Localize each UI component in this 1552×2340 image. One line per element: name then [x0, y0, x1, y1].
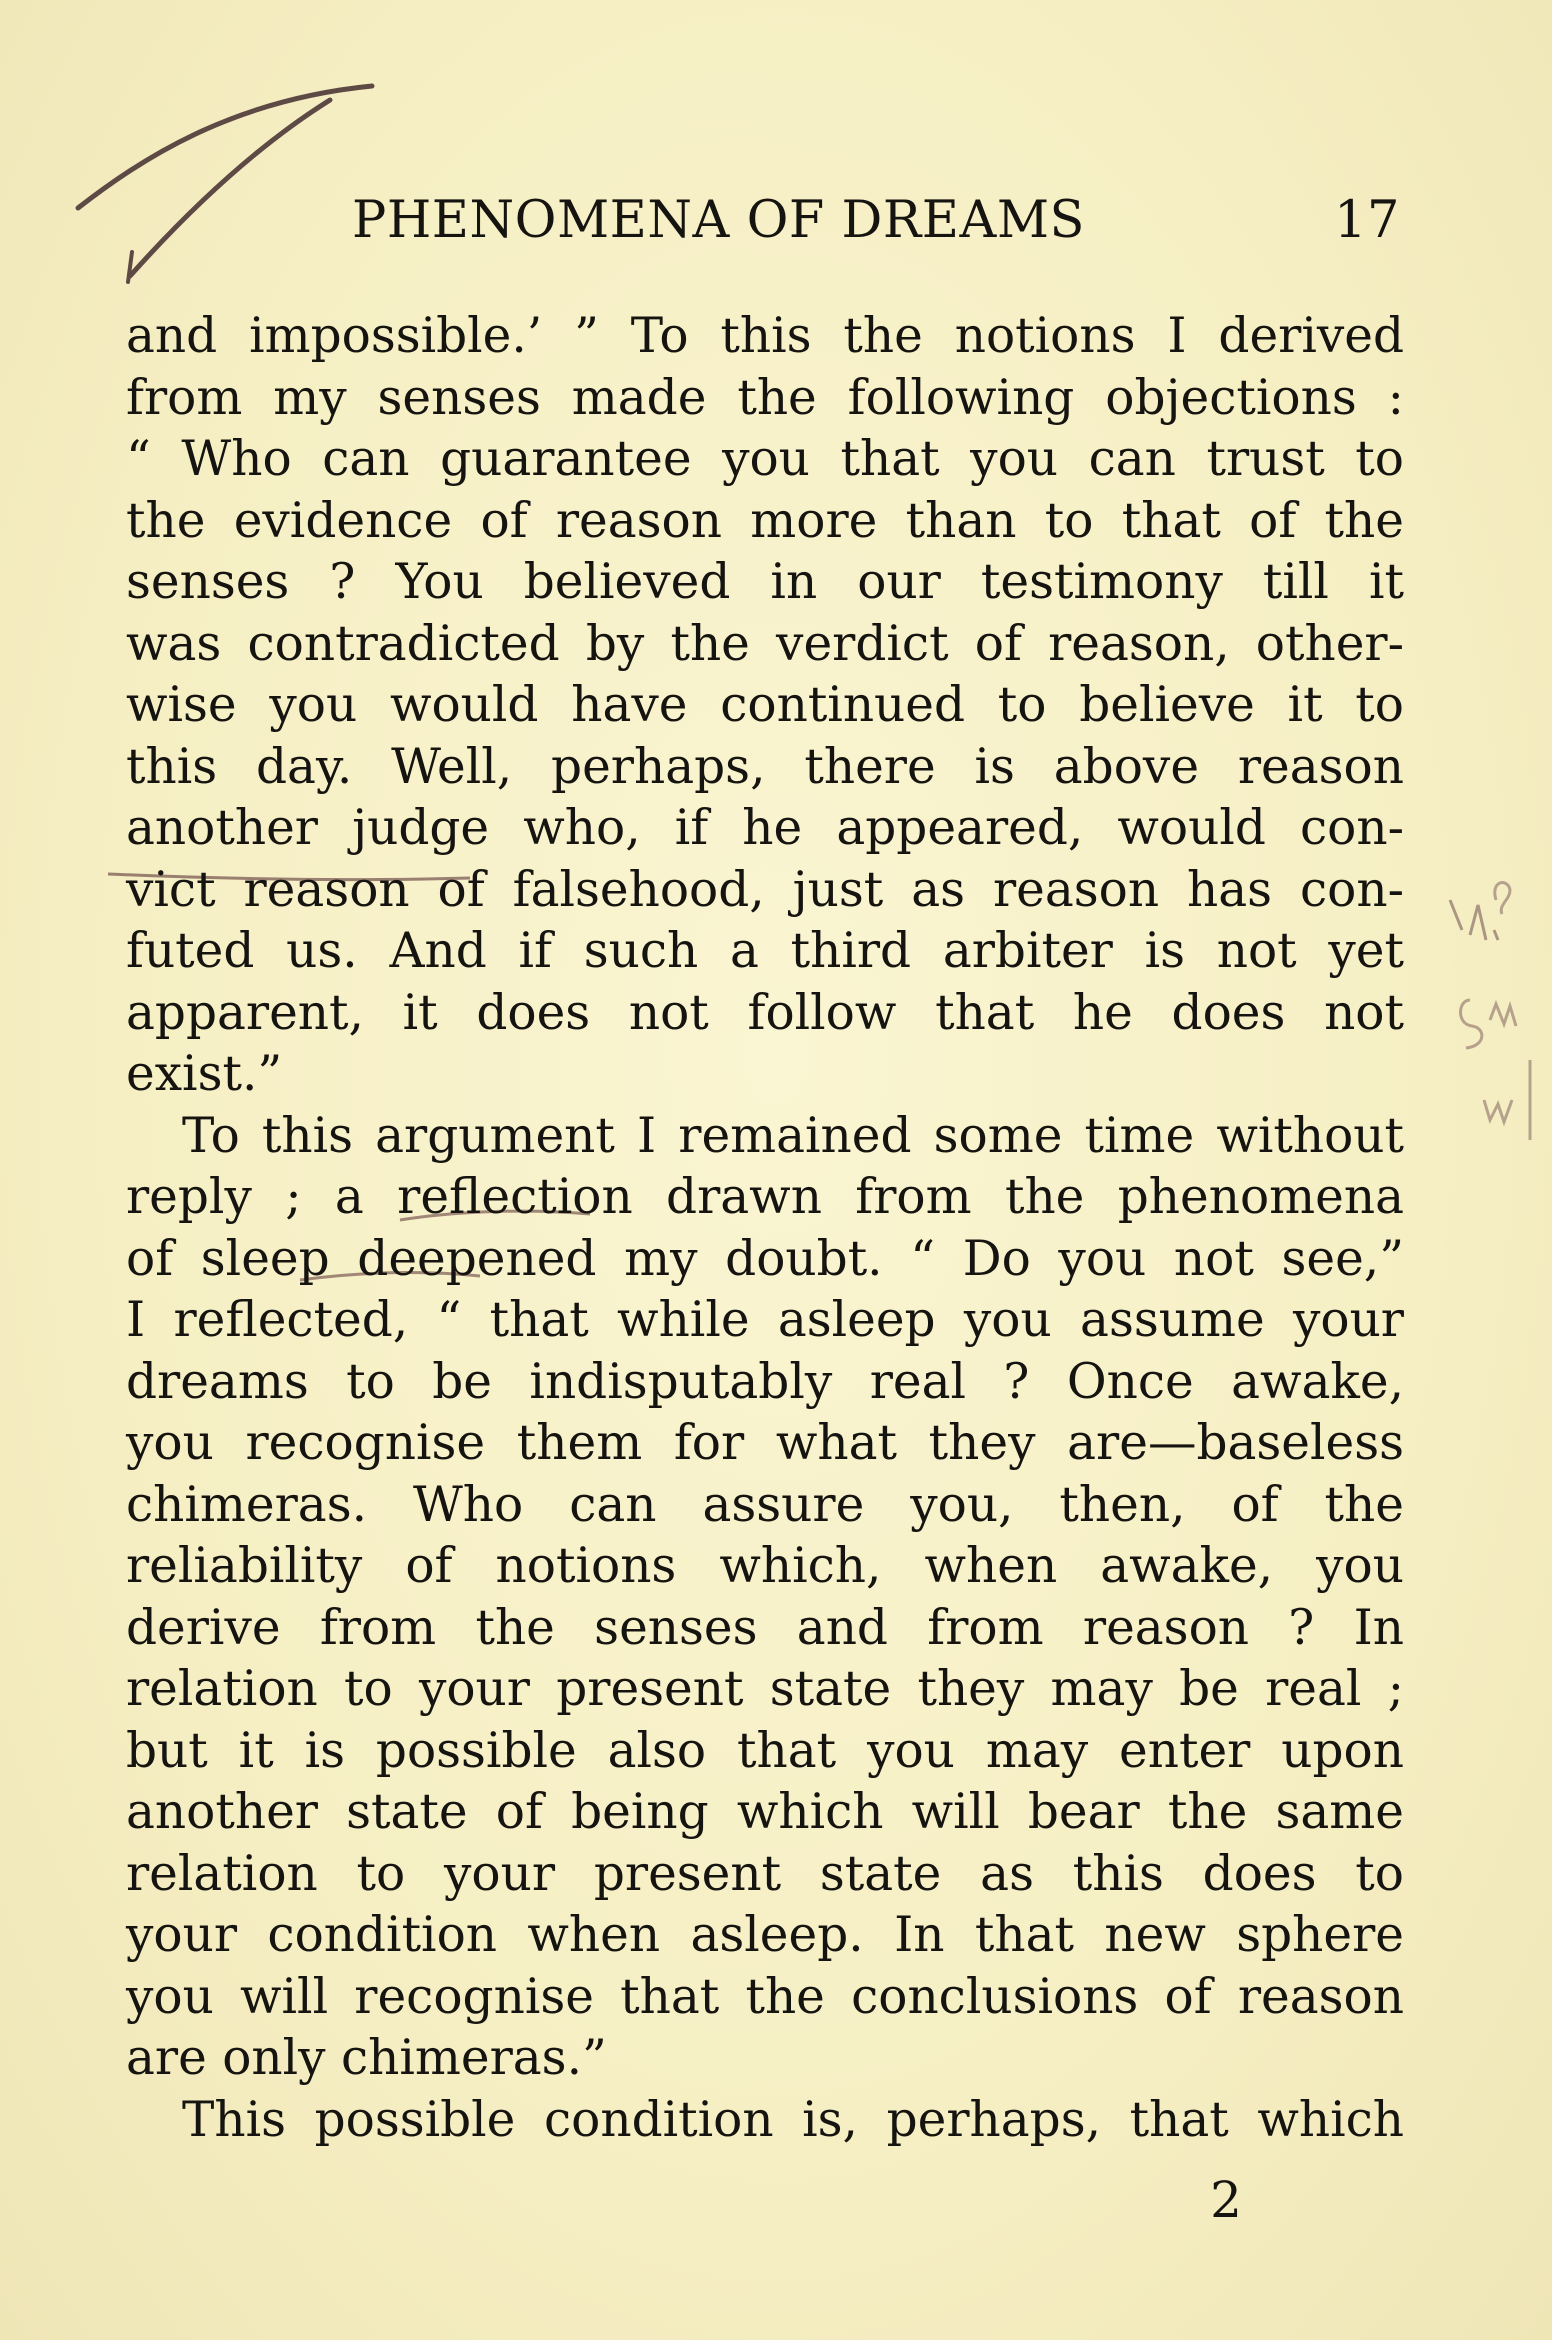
page-number: 17: [1334, 191, 1400, 250]
text-line: you recognise them for what they are—baseless: [126, 1415, 1404, 1471]
text-line: “ Who can guarantee you that you can trust to: [126, 431, 1404, 487]
text-line: senses ? You believed in our testimony till it: [126, 554, 1404, 610]
body-text: [126, 306, 1404, 2151]
text-line: the evidence of reason more than to that of the: [126, 492, 1404, 549]
text-line: another state of being which will bear the same: [126, 1784, 1404, 1840]
text-line: but it is possible also that you may enter upon: [126, 1722, 1404, 1779]
text-line: dreams to be indisputably real ? Once awake,: [126, 1353, 1404, 1410]
text-line: I reflected, “ that while asleep you assume your: [126, 1292, 1404, 1348]
text-line: was contradicted by the verdict of reason, other-: [126, 615, 1404, 672]
paragraph: [126, 1106, 1404, 2090]
text-line: reply ; a reflection drawn from the phenomena: [126, 1169, 1404, 1225]
text-line: chimeras. Who can assure you, then, of the: [126, 1476, 1404, 1533]
text-line: and impossible.’ ” To this the notions I derived: [126, 308, 1404, 364]
signature-mark: 2: [1210, 2171, 1242, 2229]
text-line: this day. Well, perhaps, there is above reason: [126, 738, 1404, 795]
text-line: derive from the senses and from reason ? In: [126, 1599, 1404, 1656]
text-line: relation to your present state as this does to: [126, 1845, 1404, 1902]
text-line: from my senses made the following objections :: [126, 369, 1404, 426]
text-line: exist.”: [126, 1046, 283, 1102]
text-line: relation to your present state they may be real ;: [126, 1661, 1404, 1717]
text-line: apparent, it does not follow that he does not: [126, 984, 1404, 1041]
running-title: PHENOMENA OF DREAMS: [352, 191, 1085, 250]
text-line: of sleep deepened my doubt. “ Do you not see,”: [126, 1230, 1404, 1287]
text-line: your condition when asleep. In that new sphere: [126, 1907, 1404, 1963]
text-line: To this argument I remained some time without: [182, 1107, 1404, 1164]
running-head: [340, 186, 1410, 256]
paragraph: [126, 2090, 1404, 2152]
paragraph: [126, 306, 1404, 1106]
text-line: are only chimeras.”: [126, 2030, 607, 2086]
text-line: reliability of notions which, when awake, you: [126, 1538, 1404, 1594]
text-line: futed us. And if such a third arbiter is not yet: [126, 923, 1404, 979]
text-line: you will recognise that the conclusions of reason: [126, 1968, 1404, 2025]
text-line: This possible condition is, perhaps, that which: [182, 2091, 1404, 2148]
text-line: wise you would have continued to believe it to: [126, 677, 1404, 733]
text-line: another judge who, if he appeared, would con-: [126, 800, 1404, 856]
text-line: vict reason of falsehood, just as reason has con-: [126, 861, 1404, 918]
